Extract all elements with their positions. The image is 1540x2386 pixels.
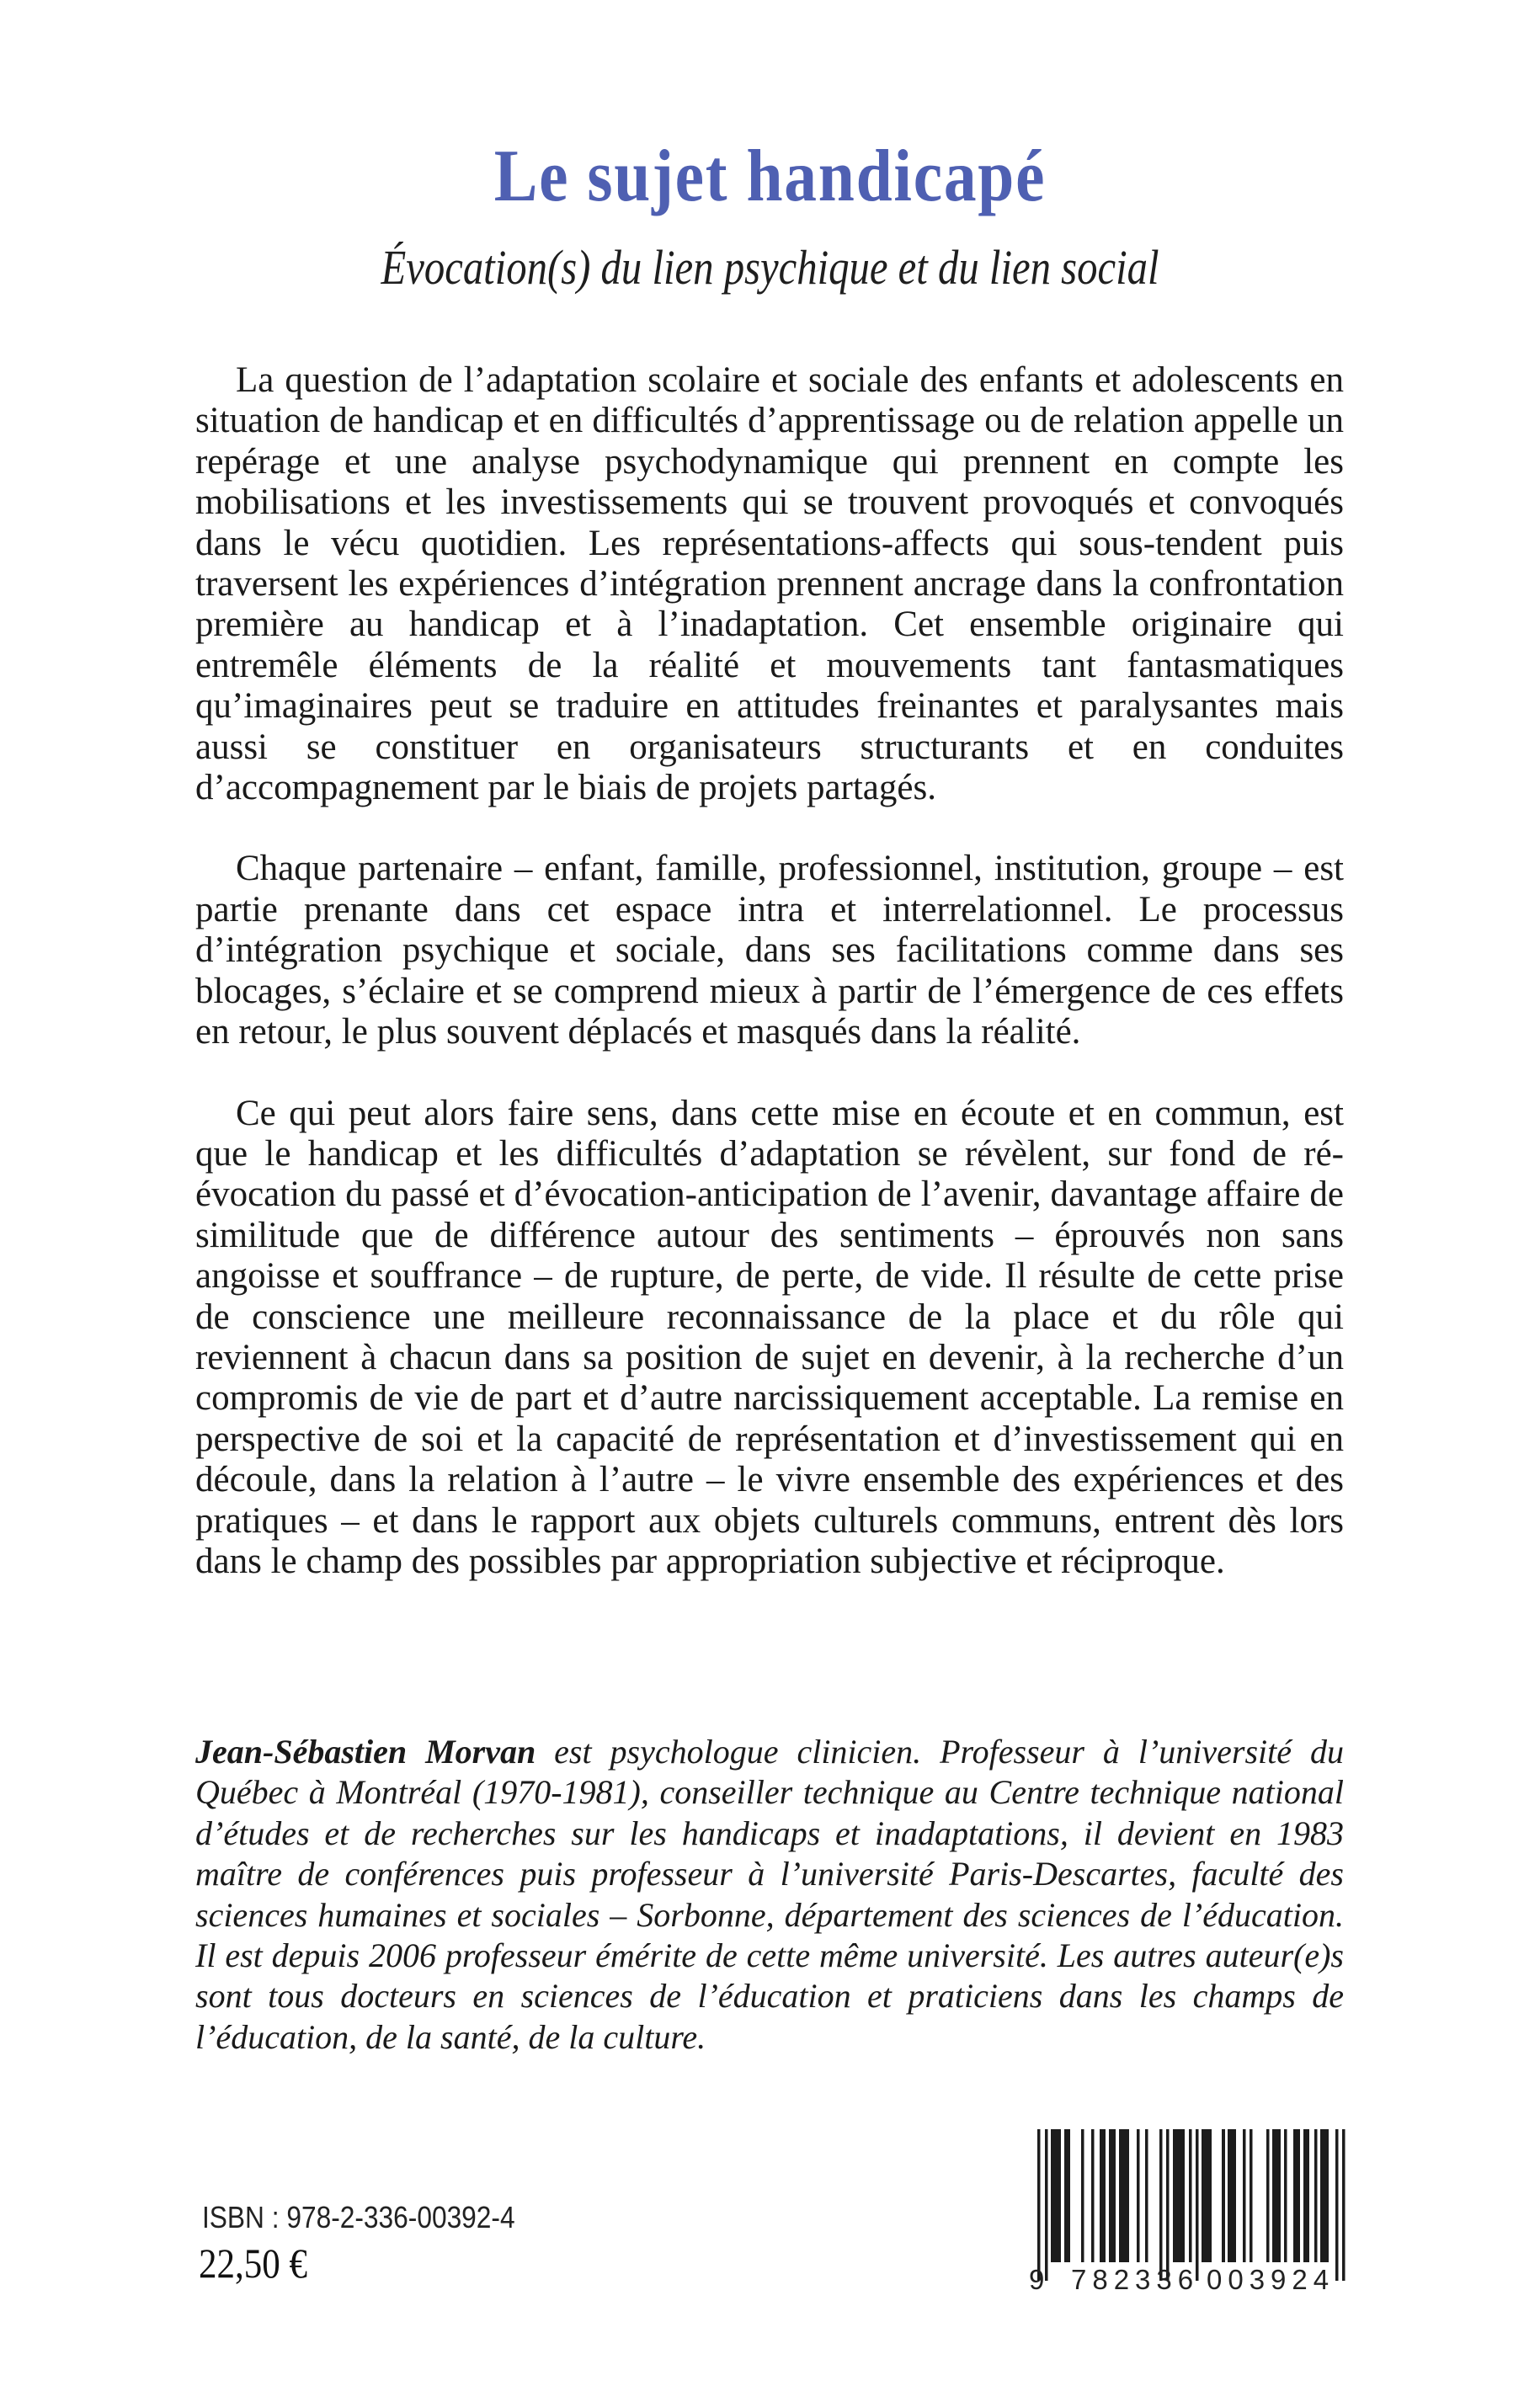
author-bio	[195, 1732, 1344, 2058]
barcode-bars-icon	[1029, 2126, 1357, 2286]
barcode-left-digits: 782336	[1071, 2264, 1200, 2295]
blurb-paragraph: Chaque partenaire – enfant, famille, professionnel, institution, groupe – est partie prenante dans cet espace intra et interrelationnel. Le processus d’intégration psychique et sociale, dans ses facilitations comme dans ses blocages, s’éclaire et se comprend mieux à partir de l’émergence de ces effets en retour, le plus souvent déplacés et masqués dans la réalité.	[195, 849, 1344, 1052]
blurb-paragraph: Ce qui peut alors faire sens, dans cette mise en écoute et en commun, est que le handicap et les difficultés d’adaptation se révèlent, sur fond de ré-évocation du passé et d’évocation-anticipation de l’avenir, davantage affaire de similitude que de différence autour des sentiments – éprouvés non sans angoisse et souffrance – de rupture, de perte, de vide. Il résulte de cette prise de conscience une meilleure reconnaissance de la place et du rôle qui reviennent à chacun dans sa position de sujet en devenir, à la recherche d’un compromis de vie de part et d’autre narcissiquement acceptable. La remise en perspective de soi et la capacité de représentation et d’investissement qui en découle, dans la relation à l’autre – le vivre ensemble des expériences et des pratiques – et dans le rapport aux objets culturels communs, entrent dès lors dans le champ des possibles par appropriation subjective et réciproque.	[195, 1093, 1344, 1581]
price: 22,50 €	[199, 2240, 307, 2287]
blurb	[195, 360, 1344, 1582]
book-title: Le sujet handicapé	[493, 136, 1047, 217]
isbn: ISBN : 978-2-336-00392-4	[202, 2200, 515, 2234]
barcode-right-digits: 003924	[1207, 2264, 1335, 2295]
barcode-first-digit: 9	[1029, 2264, 1045, 2295]
author-name: Jean-Sébastien Morvan	[195, 1733, 536, 1771]
blurb-paragraph: La question de l’adaptation scolaire et sociale des enfants et adolescents en situation de handicap et en difficultés d’apprentissage ou de relation appelle un repérage et une analyse psychodynamique qui prennent en compte les mobilisations et les investissements qui se trouvent provoqués et convoqués dans le vécu quotidien. Les représentations-affects qui sous-tendent puis traversent les expériences d’intégration prennent ancrage dans la confrontation première au handicap et à l’inadaptation. Cet ensemble originaire qui entremêle éléments de la réalité et mouvements tant fantasmatiques qu’imaginaires peut se traduire en attitudes freinantes et paralysantes mais aussi se constituer en organisateurs structurants et en conduites d’accompagnement par le biais de projets partagés.	[195, 360, 1344, 808]
book-subtitle: Évocation(s) du lien psychique et du lien social	[381, 240, 1159, 295]
author-bio-text: est psychologue clinicien. Professeur à l’université du Québec à Montréal (1970-1981), conseiller technique au Centre technique national d’études et de recherches sur les handicaps et inadaptations, il devient en 1983 maître de conférences puis professeur à l’université Paris-Descartes, faculté des sciences humaines et sociales – Sorbonne, département des sciences de l’éducation. Il est depuis 2006 professeur émérite de cette même université. Les autres auteur(e)s sont tous docteurs en sciences de l’éducation et praticiens dans les champs de l’éducation, de la santé, de la culture.	[195, 1733, 1344, 2056]
